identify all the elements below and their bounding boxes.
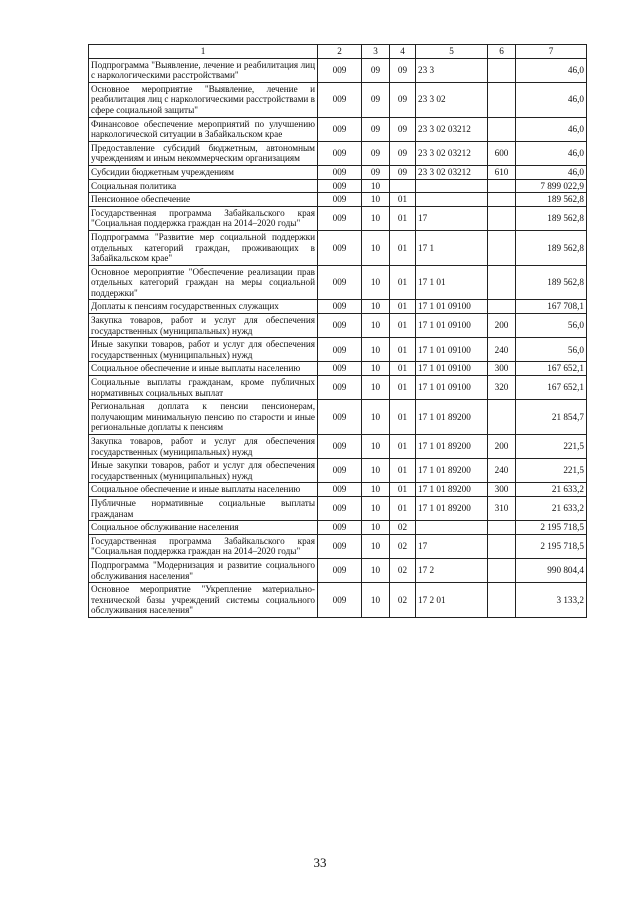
row-target-article-code: 23 3 02 03212 <box>416 165 488 179</box>
row-target-article-code: 17 1 <box>416 230 488 265</box>
row-expense-type-code <box>488 400 516 435</box>
row-target-article-code <box>416 179 488 193</box>
row-name: Социальная политика <box>89 179 318 193</box>
row-section-code: 09 <box>362 82 390 117</box>
row-amount: 21 854,7 <box>516 400 587 435</box>
row-expense-type-code <box>488 58 516 82</box>
row-subsection-code: 01 <box>390 483 416 497</box>
row-subsection-code: 02 <box>390 521 416 535</box>
row-expense-type-code <box>488 179 516 193</box>
row-ved-code: 009 <box>318 534 362 558</box>
row-section-code: 10 <box>362 193 390 207</box>
row-subsection-code: 02 <box>390 583 416 618</box>
row-name: Социальное обеспечение и иные выплаты населению <box>89 483 318 497</box>
row-expense-type-code: 200 <box>488 435 516 459</box>
table-row <box>89 141 587 165</box>
row-name: Закупка товаров, работ и услуг для обеспечения государственных (муниципальных) нужд <box>89 435 318 459</box>
row-target-article-code: 17 2 01 <box>416 583 488 618</box>
row-name: Закупка товаров, работ и услуг для обеспечения государственных (муниципальных) нужд <box>89 314 318 338</box>
row-amount: 167 652,1 <box>516 376 587 400</box>
row-target-article-code: 17 1 01 89200 <box>416 483 488 497</box>
row-section-code: 09 <box>362 165 390 179</box>
row-target-article-code: 17 1 01 89200 <box>416 435 488 459</box>
row-expense-type-code: 200 <box>488 314 516 338</box>
table-row <box>89 376 587 400</box>
table-row <box>89 58 587 82</box>
row-expense-type-code <box>488 558 516 582</box>
row-amount: 46,0 <box>516 82 587 117</box>
row-target-article-code: 17 2 <box>416 558 488 582</box>
row-name: Подпрограмма "Развитие мер социальной поддержки отдельных категорий граждан, проживающих в Забайкальском крае" <box>89 230 318 265</box>
row-ved-code: 009 <box>318 459 362 483</box>
row-target-article-code: 17 1 01 89200 <box>416 459 488 483</box>
row-subsection-code: 02 <box>390 534 416 558</box>
row-name: Пенсионное обеспечение <box>89 193 318 207</box>
row-ved-code: 009 <box>318 300 362 314</box>
row-target-article-code: 17 1 01 <box>416 265 488 300</box>
table-row <box>89 534 587 558</box>
row-subsection-code: 01 <box>390 230 416 265</box>
table-header-row <box>89 45 587 59</box>
row-section-code: 10 <box>362 400 390 435</box>
table-row <box>89 362 587 376</box>
row-target-article-code <box>416 521 488 535</box>
table-row <box>89 230 587 265</box>
row-ved-code: 009 <box>318 230 362 265</box>
row-name: Государственная программа Забайкальского края "Социальная поддержка граждан на 2014–2020 годы" <box>89 534 318 558</box>
header-cell: 1 <box>89 45 318 59</box>
row-amount: 189 562,8 <box>516 206 587 230</box>
row-section-code: 10 <box>362 338 390 362</box>
table-row <box>89 314 587 338</box>
table-row <box>89 179 587 193</box>
row-section-code: 10 <box>362 376 390 400</box>
row-name: Иные закупки товаров, работ и услуг для обеспечения государственных (муниципальных) нужд <box>89 338 318 362</box>
row-subsection-code: 09 <box>390 141 416 165</box>
row-ved-code: 009 <box>318 583 362 618</box>
table-row <box>89 400 587 435</box>
row-amount: 46,0 <box>516 117 587 141</box>
row-subsection-code: 02 <box>390 558 416 582</box>
row-target-article-code: 23 3 02 03212 <box>416 117 488 141</box>
row-amount: 46,0 <box>516 165 587 179</box>
row-target-article-code: 17 1 01 89200 <box>416 496 488 520</box>
row-amount: 189 562,8 <box>516 265 587 300</box>
row-section-code: 10 <box>362 265 390 300</box>
row-ved-code: 009 <box>318 165 362 179</box>
row-name: Основное мероприятие "Обеспечение реализации прав отдельных категорий граждан на меры социальной поддержки" <box>89 265 318 300</box>
table-row <box>89 165 587 179</box>
row-subsection-code: 09 <box>390 58 416 82</box>
header-cell: 5 <box>416 45 488 59</box>
row-target-article-code <box>416 193 488 207</box>
row-subsection-code: 01 <box>390 459 416 483</box>
table-row <box>89 117 587 141</box>
row-section-code: 10 <box>362 230 390 265</box>
row-subsection-code: 01 <box>390 206 416 230</box>
row-section-code: 10 <box>362 521 390 535</box>
row-expense-type-code <box>488 265 516 300</box>
row-ved-code: 009 <box>318 362 362 376</box>
row-name: Подпрограмма "Модернизация и развитие социального обслуживания населения" <box>89 558 318 582</box>
row-amount: 167 708,1 <box>516 300 587 314</box>
row-expense-type-code: 240 <box>488 459 516 483</box>
row-section-code: 10 <box>362 583 390 618</box>
row-ved-code: 009 <box>318 338 362 362</box>
header-cell: 4 <box>390 45 416 59</box>
page-number: 33 <box>313 855 327 870</box>
row-expense-type-code: 600 <box>488 141 516 165</box>
row-name: Основное мероприятие "Укрепление материально-технической базы учреждений системы социального обслуживания населения" <box>89 583 318 618</box>
table-row <box>89 521 587 535</box>
row-expense-type-code: 610 <box>488 165 516 179</box>
row-name: Региональная доплата к пенсии пенсионерам, получающим минимальную пенсию по старости и иные региональные доплаты к пенсиям <box>89 400 318 435</box>
row-amount: 221,5 <box>516 459 587 483</box>
row-ved-code: 009 <box>318 521 362 535</box>
row-subsection-code <box>390 179 416 193</box>
row-subsection-code: 01 <box>390 435 416 459</box>
row-name: Подпрограмма "Выявление, лечение и реабилитация лиц с наркологическими расстройствами" <box>89 58 318 82</box>
row-ved-code: 009 <box>318 141 362 165</box>
table-row <box>89 265 587 300</box>
row-name: Социальное обслуживание населения <box>89 521 318 535</box>
row-ved-code: 009 <box>318 117 362 141</box>
header-cell: 2 <box>318 45 362 59</box>
table-row <box>89 459 587 483</box>
row-amount: 2 195 718,5 <box>516 534 587 558</box>
row-subsection-code: 01 <box>390 314 416 338</box>
row-subsection-code: 09 <box>390 117 416 141</box>
row-expense-type-code <box>488 193 516 207</box>
budget-table <box>88 44 587 618</box>
row-expense-type-code <box>488 300 516 314</box>
row-ved-code: 009 <box>318 483 362 497</box>
row-amount: 990 804,4 <box>516 558 587 582</box>
row-name: Основное мероприятие "Выявление, лечение и реабилитация лиц с наркологическими расстройствами в сфере социальной защиты" <box>89 82 318 117</box>
row-amount: 56,0 <box>516 338 587 362</box>
row-ved-code: 009 <box>318 58 362 82</box>
table-row <box>89 82 587 117</box>
row-section-code: 10 <box>362 483 390 497</box>
row-expense-type-code: 320 <box>488 376 516 400</box>
table-row <box>89 483 587 497</box>
table-row <box>89 193 587 207</box>
header-cell: 3 <box>362 45 390 59</box>
table-row <box>89 435 587 459</box>
row-section-code: 10 <box>362 314 390 338</box>
row-section-code: 09 <box>362 141 390 165</box>
row-ved-code: 009 <box>318 193 362 207</box>
row-section-code: 09 <box>362 117 390 141</box>
row-expense-type-code: 240 <box>488 338 516 362</box>
row-name: Иные закупки товаров, работ и услуг для обеспечения государственных (муниципальных) нужд <box>89 459 318 483</box>
row-expense-type-code <box>488 206 516 230</box>
row-expense-type-code <box>488 117 516 141</box>
row-expense-type-code: 310 <box>488 496 516 520</box>
row-subsection-code: 01 <box>390 362 416 376</box>
table-row <box>89 558 587 582</box>
row-section-code: 09 <box>362 58 390 82</box>
row-amount: 56,0 <box>516 314 587 338</box>
row-name: Социальные выплаты гражданам, кроме публичных нормативных социальных выплат <box>89 376 318 400</box>
row-expense-type-code <box>488 534 516 558</box>
row-target-article-code: 23 3 02 03212 <box>416 141 488 165</box>
table-row <box>89 496 587 520</box>
row-name: Государственная программа Забайкальского края "Социальная поддержка граждан на 2014–2020 годы" <box>89 206 318 230</box>
row-ved-code: 009 <box>318 435 362 459</box>
row-ved-code: 009 <box>318 179 362 193</box>
row-ved-code: 009 <box>318 400 362 435</box>
row-name: Субсидии бюджетным учреждениям <box>89 165 318 179</box>
row-target-article-code: 17 1 01 09100 <box>416 338 488 362</box>
row-subsection-code: 01 <box>390 338 416 362</box>
row-expense-type-code <box>488 82 516 117</box>
row-name: Предоставление субсидий бюджетным, автономным учреждениям и иным некоммерческим организациям <box>89 141 318 165</box>
row-subsection-code: 09 <box>390 82 416 117</box>
row-ved-code: 009 <box>318 314 362 338</box>
table-row <box>89 583 587 618</box>
row-section-code: 10 <box>362 558 390 582</box>
row-amount: 21 633,2 <box>516 496 587 520</box>
row-ved-code: 009 <box>318 558 362 582</box>
row-amount: 221,5 <box>516 435 587 459</box>
row-ved-code: 009 <box>318 206 362 230</box>
row-subsection-code: 01 <box>390 400 416 435</box>
row-amount: 3 133,2 <box>516 583 587 618</box>
row-target-article-code: 17 1 01 89200 <box>416 400 488 435</box>
row-subsection-code: 01 <box>390 376 416 400</box>
row-subsection-code: 01 <box>390 300 416 314</box>
row-target-article-code: 17 1 01 09100 <box>416 314 488 338</box>
row-amount: 46,0 <box>516 141 587 165</box>
row-expense-type-code <box>488 230 516 265</box>
row-amount: 46,0 <box>516 58 587 82</box>
row-subsection-code: 01 <box>390 496 416 520</box>
table-row <box>89 338 587 362</box>
row-expense-type-code: 300 <box>488 483 516 497</box>
row-name: Финансовое обеспечение мероприятий по улучшению наркологической ситуации в Забайкальском крае <box>89 117 318 141</box>
row-section-code: 10 <box>362 459 390 483</box>
row-amount: 21 633,2 <box>516 483 587 497</box>
row-section-code: 10 <box>362 300 390 314</box>
row-ved-code: 009 <box>318 496 362 520</box>
row-target-article-code: 17 1 01 09100 <box>416 362 488 376</box>
row-ved-code: 009 <box>318 376 362 400</box>
row-target-article-code: 17 1 01 09100 <box>416 300 488 314</box>
table-row <box>89 206 587 230</box>
row-section-code: 10 <box>362 534 390 558</box>
row-target-article-code: 17 <box>416 534 488 558</box>
row-expense-type-code <box>488 521 516 535</box>
row-subsection-code: 01 <box>390 193 416 207</box>
table-row <box>89 300 587 314</box>
row-amount: 2 195 718,5 <box>516 521 587 535</box>
row-amount: 167 652,1 <box>516 362 587 376</box>
row-amount: 189 562,8 <box>516 193 587 207</box>
row-section-code: 10 <box>362 435 390 459</box>
header-cell: 6 <box>488 45 516 59</box>
row-section-code: 10 <box>362 496 390 520</box>
row-target-article-code: 17 <box>416 206 488 230</box>
row-ved-code: 009 <box>318 265 362 300</box>
row-ved-code: 009 <box>318 82 362 117</box>
row-name: Публичные нормативные социальные выплаты гражданам <box>89 496 318 520</box>
row-target-article-code: 23 3 <box>416 58 488 82</box>
row-name: Социальное обеспечение и иные выплаты населению <box>89 362 318 376</box>
row-subsection-code: 01 <box>390 265 416 300</box>
row-expense-type-code <box>488 583 516 618</box>
row-section-code: 10 <box>362 362 390 376</box>
row-subsection-code: 09 <box>390 165 416 179</box>
row-amount: 189 562,8 <box>516 230 587 265</box>
row-amount: 7 899 022,9 <box>516 179 587 193</box>
row-section-code: 10 <box>362 179 390 193</box>
row-section-code: 10 <box>362 206 390 230</box>
row-name: Доплаты к пенсиям государственных служащих <box>89 300 318 314</box>
row-target-article-code: 23 3 02 <box>416 82 488 117</box>
header-cell: 7 <box>516 45 587 59</box>
row-target-article-code: 17 1 01 09100 <box>416 376 488 400</box>
row-expense-type-code: 300 <box>488 362 516 376</box>
